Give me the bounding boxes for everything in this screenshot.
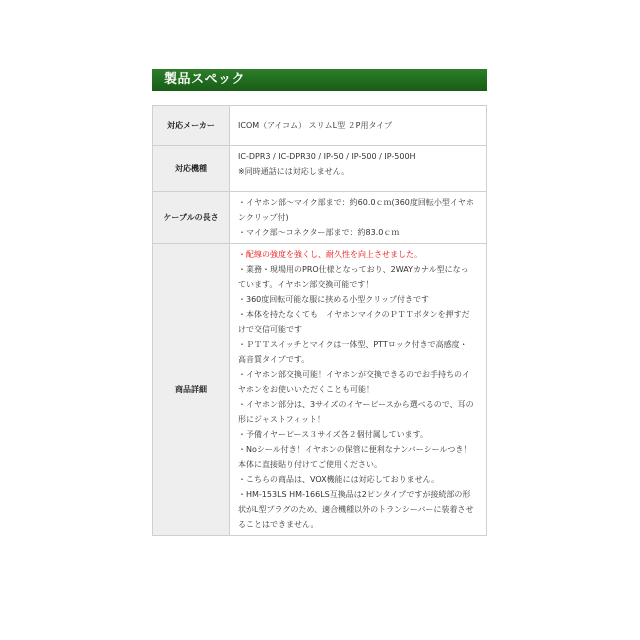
details-line: ることはできません。 bbox=[238, 520, 319, 529]
spec-value-details bbox=[230, 244, 487, 536]
details-highlight: ・配線の強度を強くし、耐久性を向上させました。 bbox=[238, 250, 422, 259]
details-line: 形にジャストフィット！ bbox=[238, 415, 325, 424]
spec-label-models: 対応機種 bbox=[153, 146, 230, 192]
details-line: ・業務・現場用のPRO仕様となっており、2WAYカナル型になっ bbox=[238, 265, 469, 274]
details-line: ヤホンをお使いいただくことも可能！ bbox=[238, 385, 374, 394]
section-title: 製品スペック bbox=[152, 69, 487, 91]
details-line: ・予備イヤーピース３サイズ各２個付属しています。 bbox=[238, 430, 428, 439]
spec-row-details bbox=[153, 244, 487, 536]
spec-row-cable bbox=[153, 192, 487, 244]
spec-label-details: 商品詳細 bbox=[153, 244, 230, 536]
details-line: ています。イヤホン部交換可能です！ bbox=[238, 280, 374, 289]
details-line: 本体に直接貼り付けてご使用ください。 bbox=[238, 460, 382, 469]
details-line: ・イヤホン部交換可能！イヤホンが交換できるのでお手持ちのイ bbox=[238, 370, 470, 379]
spec-table bbox=[152, 105, 487, 536]
spec-row-models bbox=[153, 146, 487, 192]
cable-line: ・マイク部〜コネクター部まで：約83.0ｃｍ bbox=[238, 228, 400, 237]
details-line: ・こちらの商品は、VOX機能には対応しておりません。 bbox=[238, 475, 440, 484]
details-line: 高音質タイプです。 bbox=[238, 355, 310, 364]
spec-value-models bbox=[230, 146, 487, 192]
models-line: IC-DPR3 / IC-DPR30 / IP-50 / IP-500 / IP-500H bbox=[238, 152, 416, 161]
spec-label-maker: 対応メーカー bbox=[153, 106, 230, 146]
spec-value-cable bbox=[230, 192, 487, 244]
spec-row-maker bbox=[153, 106, 487, 146]
details-line: ・HM-153LS HM-166LS互換品は2ピンタイプですが接続部の形 bbox=[238, 490, 471, 499]
details-line: ・本体を持たなくても イヤホンマイクのＰＴＴボタンを押すだ bbox=[238, 310, 470, 319]
details-line: けで交信可能です bbox=[238, 325, 302, 334]
details-line: 状がL型プラグのため、適合機種以外のトランシーバーに装着させ bbox=[238, 505, 474, 514]
maker-text: ICOM（アイコム） スリムL型 ２P用タイプ bbox=[238, 121, 393, 130]
cable-line: ンクリップ付) bbox=[238, 213, 289, 222]
cable-line: ・イヤホン部〜マイク部まで：約60.0ｃｍ(360度回転小型イヤホ bbox=[238, 198, 474, 207]
spec-label-cable: ケーブルの長さ bbox=[153, 192, 230, 244]
spec-value-maker bbox=[230, 106, 487, 146]
details-line: ・イヤホン部分は、3サイズのイヤーピースから選べるので、耳の bbox=[238, 400, 474, 409]
details-line: ・360度回転可能な服に挟める小型クリップ付きです bbox=[238, 295, 429, 304]
details-line: ・Noシール付き！イヤホンの保管に便利なナンバーシールつき！ bbox=[238, 445, 472, 454]
models-line: ※同時通話には対応しません。 bbox=[238, 167, 350, 176]
details-line: ・ＰＴＴスイッチとマイクは一体型、PTTロック付きで高感度・ bbox=[238, 340, 468, 349]
